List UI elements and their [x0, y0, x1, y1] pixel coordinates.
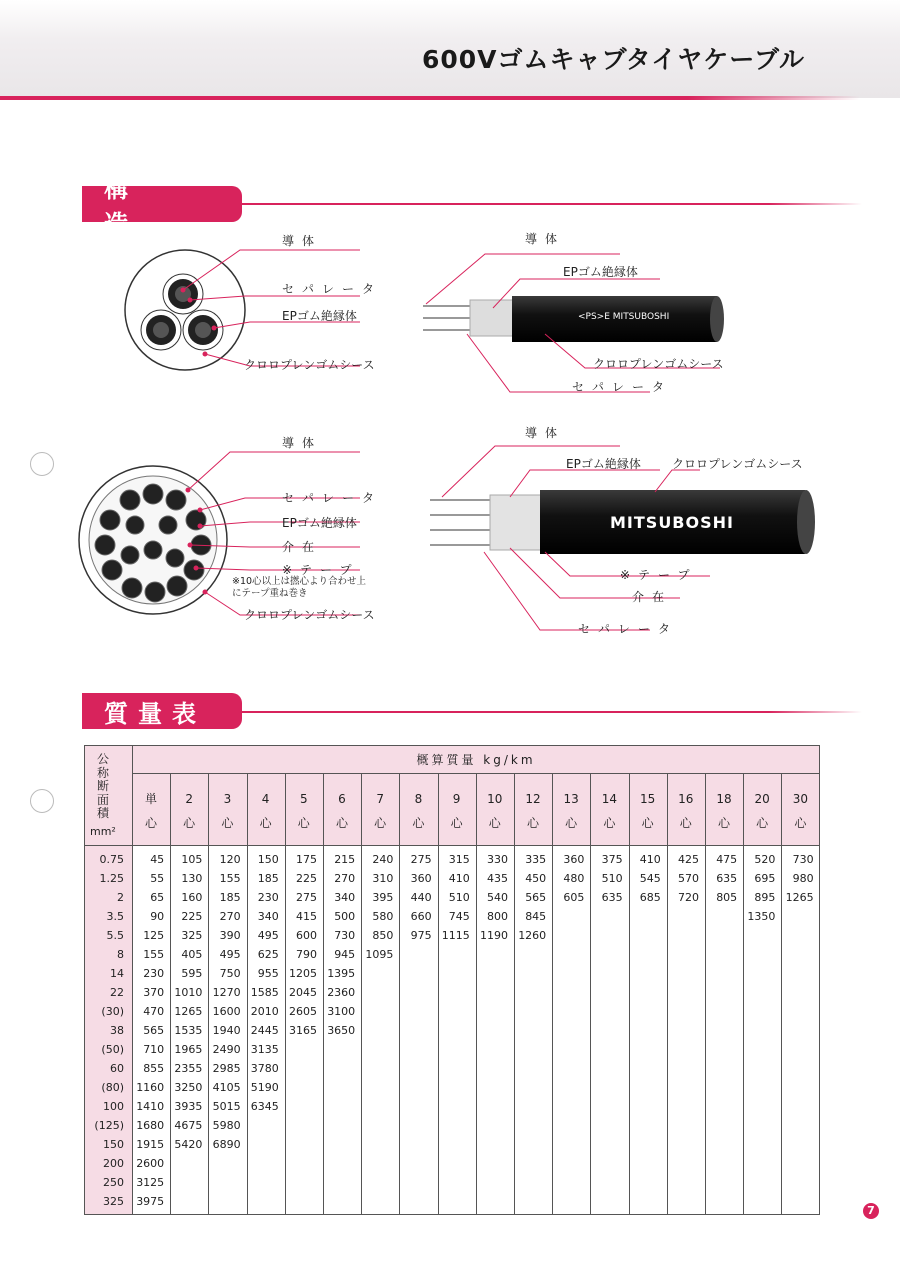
label-conductor-bl: 導体 — [282, 436, 323, 450]
section-tab-structure: 構造 — [82, 186, 242, 222]
table-cell: 45 — [150, 853, 165, 866]
table-cell: 3975 — [136, 1195, 165, 1208]
table-row-size: 38 — [110, 1024, 124, 1037]
table-column-header: 12 心 — [525, 792, 541, 830]
table-cell: 605 — [563, 891, 585, 904]
table-cell: 520 — [754, 853, 776, 866]
table-cell: 2600 — [136, 1157, 165, 1170]
label-sheath-bl: クロロプレンゴムシース — [244, 608, 375, 622]
table-cell: 1205 — [288, 967, 317, 980]
table-row-size: 200 — [103, 1157, 124, 1170]
cable-marking-top: <PS>E MITSUBOSHI — [578, 312, 670, 322]
table-cell: 720 — [677, 891, 699, 904]
table-cell: 3100 — [327, 1005, 356, 1018]
table-cell: 2605 — [288, 1005, 317, 1018]
table-cell: 5190 — [250, 1081, 279, 1094]
table-cell: 2490 — [212, 1043, 241, 1056]
table-cell: 1535 — [174, 1024, 203, 1037]
table-cell: 440 — [410, 891, 432, 904]
label-tape-bl: ※テープ — [282, 563, 360, 577]
table-cell: 2355 — [174, 1062, 203, 1075]
table-cell: 635 — [601, 891, 623, 904]
table-cell: 120 — [219, 853, 241, 866]
size-column-unit: mm² — [90, 825, 116, 838]
table-cell: 660 — [410, 910, 432, 923]
table-cell: 510 — [601, 872, 623, 885]
table-cell: 105 — [181, 853, 203, 866]
page-title: 600Vゴムキャブタイヤケーブル — [421, 45, 805, 74]
table-cell: 980 — [792, 872, 814, 885]
label-separator-tl: セパレータ — [282, 282, 383, 296]
table-cell: 2445 — [250, 1024, 279, 1037]
table-row-size: (125) — [94, 1119, 124, 1132]
table-row-size: 14 — [110, 967, 124, 980]
table-cell: 335 — [525, 853, 547, 866]
table-row-size: 5.5 — [106, 929, 124, 942]
table-cell: 2985 — [212, 1062, 241, 1075]
table-cell: 270 — [334, 872, 356, 885]
label-conductor-br: 導体 — [525, 426, 566, 440]
table-cell: 1915 — [136, 1138, 165, 1151]
table-cell: 405 — [181, 948, 203, 961]
table-cell: 730 — [792, 853, 814, 866]
table-cell: 5015 — [212, 1100, 241, 1113]
tape-note: ※10心以上は撚心より合わせ上にテープ重ね巻き — [232, 576, 367, 599]
table-cell: 565 — [525, 891, 547, 904]
table-cell: 580 — [372, 910, 394, 923]
table-cell: 4675 — [174, 1119, 203, 1132]
table-cell: 1940 — [212, 1024, 241, 1037]
table-cell: 855 — [143, 1062, 165, 1075]
table-cell: 330 — [486, 853, 508, 866]
page-number: 7 — [863, 1203, 879, 1219]
table-cell: 945 — [334, 948, 356, 961]
table-cell: 695 — [754, 872, 776, 885]
table-cell: 6345 — [250, 1100, 279, 1113]
table-cell: 315 — [448, 853, 470, 866]
table-row-size: 60 — [110, 1062, 124, 1075]
table-cell: 2010 — [250, 1005, 279, 1018]
table-row-size: 3.5 — [106, 910, 124, 923]
table-cell: 185 — [219, 891, 241, 904]
table-cell: 625 — [257, 948, 279, 961]
table-cell: 150 — [257, 853, 279, 866]
table-cell: 55 — [150, 872, 165, 885]
table-cell: 225 — [295, 872, 317, 885]
table-cell: 635 — [716, 872, 738, 885]
table-row-size: 250 — [103, 1176, 124, 1189]
table-cell: 800 — [486, 910, 508, 923]
table-column-header: 6 心 — [335, 792, 348, 830]
table-cell: 340 — [257, 910, 279, 923]
table-cell: 510 — [448, 891, 470, 904]
table-cell: 125 — [143, 929, 165, 942]
table-cell: 1095 — [365, 948, 394, 961]
table-cell: 275 — [410, 853, 432, 866]
label-separator-tr: セパレータ — [572, 380, 673, 394]
table-cell: 745 — [448, 910, 470, 923]
table-cell: 475 — [716, 853, 738, 866]
table-cell: 185 — [257, 872, 279, 885]
table-cell: 230 — [257, 891, 279, 904]
table-cell: 470 — [143, 1005, 165, 1018]
table-cell: 1265 — [785, 891, 814, 904]
mass-table — [84, 745, 820, 1215]
table-cell: 160 — [181, 891, 203, 904]
table-column-header: 18 心 — [716, 792, 732, 830]
table-row-size: (30) — [101, 1005, 124, 1018]
table-cell: 1680 — [136, 1119, 165, 1132]
table-cell: 1600 — [212, 1005, 241, 1018]
label-conductor-tr: 導体 — [525, 232, 566, 246]
table-cell: 1395 — [327, 967, 356, 980]
table-cell: 3935 — [174, 1100, 203, 1113]
table-cell: 5420 — [174, 1138, 203, 1151]
table-cell: 600 — [295, 929, 317, 942]
table-column-header: 30 心 — [792, 792, 809, 830]
table-cell: 230 — [143, 967, 165, 980]
table-cell: 3135 — [250, 1043, 279, 1056]
table-cell: 2045 — [288, 986, 317, 999]
table-cell: 1265 — [174, 1005, 203, 1018]
size-column-header: 公 称 断 面 積 — [96, 752, 109, 820]
table-cell: 65 — [150, 891, 165, 904]
table-cell: 790 — [295, 948, 317, 961]
table-column-header: 15 心 — [639, 792, 656, 830]
label-ep-insulation-tr: EPゴム絶縁体 — [563, 265, 638, 279]
table-cell: 435 — [486, 872, 508, 885]
table-cell: 310 — [372, 872, 394, 885]
table-cell: 1585 — [250, 986, 279, 999]
table-column-header: 8 心 — [412, 792, 425, 830]
table-cell: 325 — [181, 929, 203, 942]
table-cell: 390 — [219, 929, 241, 942]
punch-hole-bottom — [30, 789, 54, 813]
table-cell: 595 — [181, 967, 203, 980]
table-column-header: 13 心 — [563, 792, 579, 830]
table-column-header: 2 心 — [183, 792, 196, 830]
table-cell: 750 — [219, 967, 241, 980]
table-row-size: 8 — [117, 948, 124, 961]
table-cell: 710 — [143, 1043, 165, 1056]
table-cell: 450 — [525, 872, 547, 885]
label-separator-br: セパレータ — [578, 622, 679, 636]
table-cell: 895 — [754, 891, 776, 904]
table-column-header: 9 心 — [450, 792, 463, 830]
label-sheath-tl: クロロプレンゴムシース — [244, 358, 375, 372]
table-cell: 1410 — [136, 1100, 165, 1113]
table-cell: 275 — [295, 891, 317, 904]
label-filler-bl: 介在 — [282, 540, 323, 554]
table-cell: 565 — [143, 1024, 165, 1037]
table-cell: 375 — [601, 853, 623, 866]
table-cell: 845 — [525, 910, 547, 923]
table-column-header: 16 心 — [678, 792, 694, 830]
table-row-size: 22 — [110, 986, 124, 999]
label-filler-br: 介在 — [632, 590, 673, 604]
table-cell: 570 — [677, 872, 699, 885]
table-cell: 415 — [295, 910, 317, 923]
table-border — [84, 745, 820, 1215]
table-cell: 685 — [639, 891, 661, 904]
table-cell: 240 — [372, 853, 394, 866]
table-row-size: 0.75 — [99, 853, 124, 866]
table-cell: 3780 — [250, 1062, 279, 1075]
table-column-header: 5 心 — [297, 792, 310, 830]
label-conductor-tl: 導体 — [282, 234, 323, 248]
table-row-size: 2 — [117, 891, 124, 904]
table-column-header: 20 心 — [754, 792, 770, 830]
table-row-size: 100 — [103, 1100, 124, 1113]
table-cell: 395 — [372, 891, 394, 904]
label-ep-insulation-br: EPゴム絶縁体 — [566, 457, 641, 471]
table-cell: 1350 — [747, 910, 776, 923]
table-cell: 215 — [334, 853, 356, 866]
table-cell: 6890 — [212, 1138, 241, 1151]
table-cell: 175 — [295, 853, 317, 866]
cable-marking-bottom: MITSUBOSHI — [610, 513, 734, 532]
label-sheath-br: クロロプレンゴムシース — [672, 457, 803, 471]
table-cell: 3125 — [136, 1176, 165, 1189]
table-cell: 495 — [257, 929, 279, 942]
table-cell: 3250 — [174, 1081, 203, 1094]
table-cell: 500 — [334, 910, 356, 923]
table-cell: 1260 — [518, 929, 547, 942]
table-column-header: 10 心 — [487, 792, 503, 830]
table-caption: 概算質量 kg/km — [416, 753, 536, 767]
label-separator-bl: セパレータ — [282, 491, 383, 505]
table-cell: 955 — [257, 967, 279, 980]
table-cell: 410 — [639, 853, 661, 866]
label-ep-insulation-bl: EPゴム絶縁体 — [282, 516, 357, 530]
table-column-header: 3 心 — [221, 792, 234, 830]
table-cell: 3650 — [327, 1024, 356, 1037]
table-cell: 805 — [716, 891, 738, 904]
table-cell: 225 — [181, 910, 203, 923]
section-rule-mass-table — [242, 711, 862, 713]
table-cell: 1270 — [212, 986, 241, 999]
table-column-header: 単 心 — [144, 792, 157, 830]
table-row-size: (80) — [101, 1081, 124, 1094]
table-cell: 2360 — [327, 986, 356, 999]
table-column-header: 4 心 — [259, 792, 272, 830]
table-cell: 130 — [181, 872, 203, 885]
table-cell: 360 — [410, 872, 432, 885]
table-cell: 730 — [334, 929, 356, 942]
cable-side-multicore — [430, 446, 815, 630]
table-cell: 155 — [219, 872, 241, 885]
table-cell: 4105 — [212, 1081, 241, 1094]
table-cell: 545 — [639, 872, 661, 885]
table-cell: 3165 — [288, 1024, 317, 1037]
table-column-header: 7 心 — [374, 792, 387, 830]
table-cell: 1190 — [479, 929, 508, 942]
table-cell: 370 — [143, 986, 165, 999]
table-cell: 270 — [219, 910, 241, 923]
table-cell: 1010 — [174, 986, 203, 999]
table-row-size: 150 — [103, 1138, 124, 1151]
table-cell: 360 — [563, 853, 585, 866]
table-cell: 90 — [150, 910, 165, 923]
table-cell: 850 — [372, 929, 394, 942]
label-tape-br: ※テープ — [620, 568, 698, 582]
table-cell: 975 — [410, 929, 432, 942]
table-cell: 410 — [448, 872, 470, 885]
table-row-size: 1.25 — [99, 872, 124, 885]
table-cell: 495 — [219, 948, 241, 961]
section-tab-mass-table: 質量表 — [82, 693, 242, 729]
table-column-header: 14 心 — [601, 792, 618, 830]
table-cell: 155 — [143, 948, 165, 961]
table-cell: 1160 — [136, 1081, 165, 1094]
table-cell: 1115 — [441, 929, 470, 942]
label-ep-insulation-tl: EPゴム絶縁体 — [282, 309, 357, 323]
table-cell: 340 — [334, 891, 356, 904]
table-row-size: 325 — [103, 1195, 124, 1208]
table-cell: 480 — [563, 872, 585, 885]
table-cell: 5980 — [212, 1119, 241, 1132]
table-cell: 1965 — [174, 1043, 203, 1056]
table-row-size: (50) — [101, 1043, 124, 1056]
table-cell: 425 — [677, 853, 699, 866]
table-cell: 540 — [486, 891, 508, 904]
label-sheath-tr: クロロプレンゴムシース — [593, 357, 724, 371]
